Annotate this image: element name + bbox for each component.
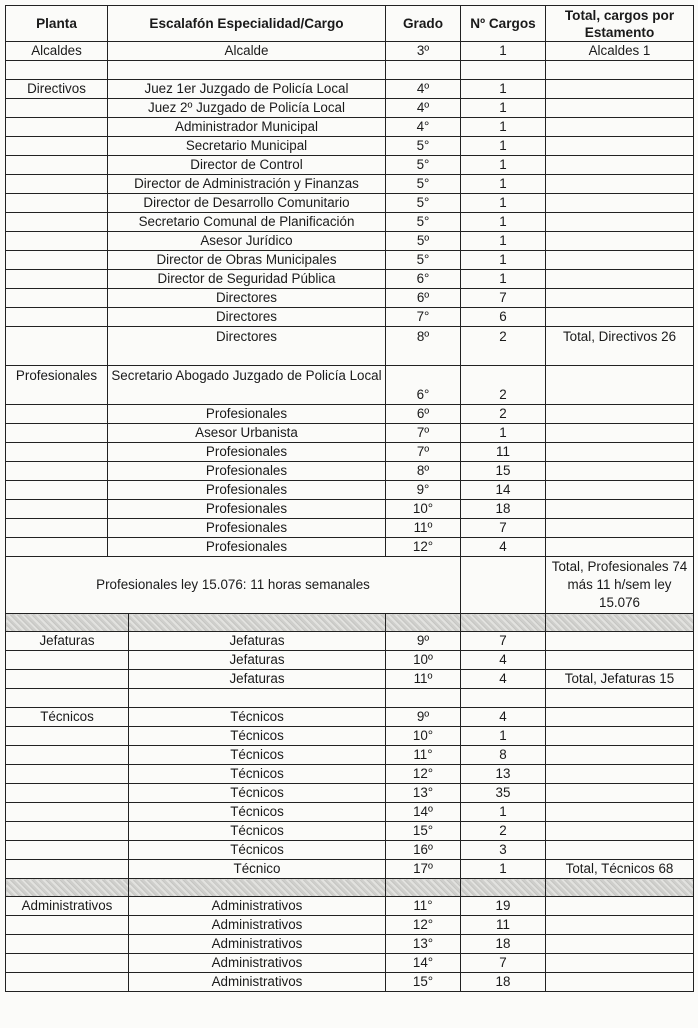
staffing-table-container (5, 5, 693, 992)
planta-cell (6, 784, 129, 803)
empty-cell (386, 61, 461, 80)
total-cell (546, 213, 694, 232)
n-cargos-cell (461, 557, 546, 614)
table-row (6, 841, 694, 860)
cargo-cell: Profesionales (108, 519, 386, 538)
n-cargos-cell: 1 (461, 727, 546, 746)
total-cell (546, 897, 694, 916)
n-cargos-cell: 3 (461, 841, 546, 860)
grado-cell: 5° (386, 137, 461, 156)
total-cell (546, 251, 694, 270)
header-planta: Planta (6, 6, 108, 42)
table-row (6, 519, 694, 538)
total-cell (546, 424, 694, 443)
planta-cell (6, 462, 108, 481)
n-cargos-cell: 4 (461, 670, 546, 689)
n-cargos-cell: 1 (461, 80, 546, 99)
total-cell (546, 289, 694, 308)
grado-cell: 7º (386, 424, 461, 443)
n-cargos-cell: 13 (461, 765, 546, 784)
planta-cell: Técnicos (6, 708, 129, 727)
planta-cell (6, 954, 129, 973)
table-row (6, 366, 694, 405)
total-cell (546, 538, 694, 557)
cargo-cell: Técnicos (129, 765, 386, 784)
planta-cell (6, 270, 108, 289)
n-cargos-cell: 1 (461, 860, 546, 879)
cargo-cell: Técnicos (129, 803, 386, 822)
cargo-cell: Director de Desarrollo Comunitario (108, 194, 386, 213)
planta-cell: Directivos (6, 80, 108, 99)
total-cell (546, 137, 694, 156)
table-row (6, 746, 694, 765)
cargo-cell: Alcalde (108, 42, 386, 61)
cargo-cell: Técnicos (129, 822, 386, 841)
cargo-cell: Técnicos (129, 784, 386, 803)
shaded-separator-row (6, 879, 694, 897)
grado-cell: 9º (386, 632, 461, 651)
total-cell (546, 973, 694, 992)
table-row (6, 916, 694, 935)
header-row (6, 6, 694, 42)
table-row (6, 500, 694, 519)
cargo-cell: Directores (108, 308, 386, 327)
grado-cell: 17º (386, 860, 461, 879)
table-row (6, 784, 694, 803)
total-cell (546, 784, 694, 803)
n-cargos-cell: 11 (461, 443, 546, 462)
grado-cell: 7° (386, 308, 461, 327)
total-cell (546, 632, 694, 651)
cargo-cell: Jefaturas (129, 632, 386, 651)
empty-cell (6, 61, 108, 80)
planta-cell: Profesionales (6, 366, 108, 405)
total-cell (546, 156, 694, 175)
cargo-cell: Profesionales (108, 462, 386, 481)
total-cell (546, 308, 694, 327)
cargo-cell: Director de Administración y Finanzas (108, 175, 386, 194)
n-cargos-cell: 1 (461, 232, 546, 251)
total-cell (546, 954, 694, 973)
header-grado: Grado (386, 6, 461, 42)
total-cell (546, 443, 694, 462)
n-cargos-cell: 1 (461, 194, 546, 213)
empty-cell (461, 689, 546, 708)
n-cargos-cell: 1 (461, 213, 546, 232)
total-cell: Total, Jefaturas 15 (546, 670, 694, 689)
total-cell (546, 99, 694, 118)
cargo-cell: Jefaturas (129, 651, 386, 670)
shaded-cell (546, 879, 694, 897)
shaded-cell (129, 879, 386, 897)
total-cell: Alcaldes 1 (546, 42, 694, 61)
planta-cell (6, 194, 108, 213)
cargo-cell: Administrativos (129, 897, 386, 916)
total-cell (546, 405, 694, 424)
n-cargos-cell: 4 (461, 708, 546, 727)
planta-cell (6, 405, 108, 424)
n-cargos-cell: 19 (461, 897, 546, 916)
n-cargos-cell: 18 (461, 973, 546, 992)
n-cargos-cell: 1 (461, 99, 546, 118)
planta-cell (6, 973, 129, 992)
table-row (6, 708, 694, 727)
planta-cell (6, 327, 108, 366)
planta-cell (6, 156, 108, 175)
total-cell (546, 651, 694, 670)
total-cell (546, 462, 694, 481)
cargo-cell: Asesor Jurídico (108, 232, 386, 251)
n-cargos-cell: 8 (461, 746, 546, 765)
table-row (6, 973, 694, 992)
total-cell (546, 500, 694, 519)
grado-cell: 3º (386, 42, 461, 61)
empty-cell (108, 61, 386, 80)
cargo-cell: Profesionales (108, 538, 386, 557)
grado-cell: 12° (386, 765, 461, 784)
grado-cell: 4° (386, 118, 461, 137)
planta-cell (6, 175, 108, 194)
planta-cell (6, 443, 108, 462)
n-cargos-cell: 2 (461, 327, 546, 366)
table-row (6, 803, 694, 822)
total-cell (546, 194, 694, 213)
planta-cell (6, 137, 108, 156)
grado-cell: 4º (386, 80, 461, 99)
n-cargos-cell: 7 (461, 289, 546, 308)
table-row (6, 670, 694, 689)
table-row (6, 327, 694, 366)
cargo-cell: Director de Obras Municipales (108, 251, 386, 270)
planta-cell (6, 935, 129, 954)
empty-cell (386, 689, 461, 708)
planta-cell: Alcaldes (6, 42, 108, 61)
n-cargos-cell: 11 (461, 916, 546, 935)
grado-cell: 9° (386, 481, 461, 500)
grado-cell: 6° (386, 366, 461, 405)
shaded-cell (6, 614, 129, 632)
grado-cell: 5° (386, 194, 461, 213)
table-row (6, 405, 694, 424)
table-row (6, 424, 694, 443)
n-cargos-cell: 7 (461, 519, 546, 538)
grado-cell: 5º (386, 232, 461, 251)
n-cargos-cell: 1 (461, 251, 546, 270)
grado-cell: 10º (386, 651, 461, 670)
cargo-cell: Directores (108, 289, 386, 308)
header-total: Total, cargos por Estamento (546, 6, 694, 42)
total-cell (546, 481, 694, 500)
empty-row (6, 689, 694, 708)
shaded-cell (129, 614, 386, 632)
cargo-cell: Administrativos (129, 973, 386, 992)
planta-cell (6, 500, 108, 519)
grado-cell: 10° (386, 727, 461, 746)
grado-cell: 15° (386, 822, 461, 841)
cargo-cell: Técnicos (129, 708, 386, 727)
table-row (6, 232, 694, 251)
table-row (6, 99, 694, 118)
empty-cell (546, 61, 694, 80)
table-row (6, 935, 694, 954)
total-cell: Total, Profesionales 74 más 11 h/sem ley 15.076 (546, 557, 694, 614)
cargo-cell: Técnicos (129, 727, 386, 746)
grado-cell: 12° (386, 916, 461, 935)
table-row (6, 251, 694, 270)
cargo-cell: Profesionales (108, 405, 386, 424)
empty-cell (546, 689, 694, 708)
grado-cell: 7º (386, 443, 461, 462)
grado-cell: 6° (386, 270, 461, 289)
grado-cell: 13° (386, 935, 461, 954)
table-row (6, 42, 694, 61)
cargo-cell: Juez 2º Juzgado de Policía Local (108, 99, 386, 118)
planta-cell (6, 118, 108, 137)
shaded-cell (386, 879, 461, 897)
grado-cell: 6º (386, 289, 461, 308)
empty-cell (129, 689, 386, 708)
table-row (6, 156, 694, 175)
total-cell (546, 765, 694, 784)
total-cell (546, 366, 694, 405)
n-cargos-cell: 1 (461, 42, 546, 61)
planta-cell (6, 916, 129, 935)
empty-cell (461, 61, 546, 80)
planta-cell (6, 841, 129, 860)
cargo-cell: Director de Seguridad Pública (108, 270, 386, 289)
table-row (6, 194, 694, 213)
grado-cell: 5° (386, 213, 461, 232)
planta-cell (6, 308, 108, 327)
table-row (6, 765, 694, 784)
n-cargos-cell: 4 (461, 538, 546, 557)
planta-cell (6, 289, 108, 308)
n-cargos-cell: 14 (461, 481, 546, 500)
shaded-cell (461, 614, 546, 632)
header-cargo: Escalafón Especialidad/Cargo (108, 6, 386, 42)
n-cargos-cell: 1 (461, 424, 546, 443)
planta-cell (6, 519, 108, 538)
cargo-cell: Jefaturas (129, 670, 386, 689)
n-cargos-cell: 15 (461, 462, 546, 481)
n-cargos-cell: 1 (461, 175, 546, 194)
n-cargos-cell: 7 (461, 954, 546, 973)
planta-cell (6, 727, 129, 746)
staffing-table-upper (5, 5, 694, 614)
n-cargos-cell: 2 (461, 366, 546, 405)
n-cargos-cell: 35 (461, 784, 546, 803)
grado-cell: 16º (386, 841, 461, 860)
total-cell (546, 270, 694, 289)
total-cell: Total, Directivos 26 (546, 327, 694, 366)
grado-cell: 8º (386, 462, 461, 481)
n-cargos-cell: 1 (461, 270, 546, 289)
cargo-cell: Directores (108, 327, 386, 366)
cargo-cell: Juez 1er Juzgado de Policía Local (108, 80, 386, 99)
grado-cell: 13° (386, 784, 461, 803)
cargo-cell: Administrativos (129, 916, 386, 935)
total-cell (546, 118, 694, 137)
table-row (6, 481, 694, 500)
total-cell (546, 80, 694, 99)
shaded-cell (461, 879, 546, 897)
shaded-cell (6, 879, 129, 897)
grado-cell: 5° (386, 175, 461, 194)
planta-cell (6, 803, 129, 822)
total-cell (546, 232, 694, 251)
planta-cell (6, 213, 108, 232)
grado-cell: 9º (386, 708, 461, 727)
table-row (6, 462, 694, 481)
empty-row (6, 61, 694, 80)
planta-cell (6, 251, 108, 270)
total-cell: Total, Técnicos 68 (546, 860, 694, 879)
table-row (6, 954, 694, 973)
cargo-cell: Secretario Abogado Juzgado de Policía Local (108, 366, 386, 405)
planta-cell (6, 99, 108, 118)
grado-cell: 14º (386, 803, 461, 822)
table-row (6, 632, 694, 651)
table-row (6, 443, 694, 462)
table-row (6, 118, 694, 137)
n-cargos-cell: 2 (461, 405, 546, 424)
planta-cell (6, 765, 129, 784)
cargo-cell: Administrativos (129, 935, 386, 954)
n-cargos-cell: 2 (461, 822, 546, 841)
cargo-cell: Secretario Municipal (108, 137, 386, 156)
grado-cell: 14° (386, 954, 461, 973)
planta-cell (6, 538, 108, 557)
n-cargos-cell: 1 (461, 118, 546, 137)
table-row (6, 137, 694, 156)
total-cell (546, 746, 694, 765)
n-cargos-cell: 1 (461, 137, 546, 156)
cargo-cell: Administrativos (129, 954, 386, 973)
planta-cell (6, 424, 108, 443)
cargo-cell: Técnicos (129, 841, 386, 860)
n-cargos-cell: 4 (461, 651, 546, 670)
total-cell (546, 803, 694, 822)
cargo-cell: Técnicos (129, 746, 386, 765)
planta-cell: Jefaturas (6, 632, 129, 651)
table-row (6, 308, 694, 327)
total-cell (546, 935, 694, 954)
grado-cell: 11º (386, 670, 461, 689)
shaded-cell (546, 614, 694, 632)
total-cell (546, 175, 694, 194)
table-row (6, 80, 694, 99)
n-cargos-cell: 7 (461, 632, 546, 651)
staffing-table-lower (5, 613, 694, 992)
n-cargos-cell: 6 (461, 308, 546, 327)
table-row (6, 289, 694, 308)
total-cell (546, 708, 694, 727)
total-cell (546, 519, 694, 538)
grado-cell: 4º (386, 99, 461, 118)
planta-cell (6, 651, 129, 670)
table-row (6, 538, 694, 557)
planta-cell (6, 232, 108, 251)
cargo-cell: Asesor Urbanista (108, 424, 386, 443)
total-cell (546, 916, 694, 935)
cargo-cell: Técnico (129, 860, 386, 879)
total-cell (546, 841, 694, 860)
grado-cell: 5° (386, 156, 461, 175)
n-cargos-cell: 18 (461, 935, 546, 954)
grado-cell: 8º (386, 327, 461, 366)
cargo-cell: Profesionales (108, 443, 386, 462)
grado-cell: 11º (386, 519, 461, 538)
table-row (6, 727, 694, 746)
grado-cell: 11° (386, 897, 461, 916)
planta-cell (6, 481, 108, 500)
ley-15076-row (6, 557, 694, 614)
table-row (6, 860, 694, 879)
shaded-cell (386, 614, 461, 632)
ley-label-cell: Profesionales ley 15.076: 11 horas semanales (6, 557, 461, 614)
planta-cell (6, 822, 129, 841)
planta-cell (6, 746, 129, 765)
table-row (6, 651, 694, 670)
table-row (6, 213, 694, 232)
table-row (6, 175, 694, 194)
table-row (6, 822, 694, 841)
grado-cell: 6º (386, 405, 461, 424)
cargo-cell: Profesionales (108, 500, 386, 519)
cargo-cell: Director de Control (108, 156, 386, 175)
cargo-cell: Profesionales (108, 481, 386, 500)
total-cell (546, 822, 694, 841)
grado-cell: 11° (386, 746, 461, 765)
n-cargos-cell: 18 (461, 500, 546, 519)
header-n-cargos: Nº Cargos (461, 6, 546, 42)
n-cargos-cell: 1 (461, 156, 546, 175)
grado-cell: 15° (386, 973, 461, 992)
planta-cell: Administrativos (6, 897, 129, 916)
total-cell (546, 727, 694, 746)
shaded-separator-row (6, 614, 694, 632)
grado-cell: 10° (386, 500, 461, 519)
planta-cell (6, 860, 129, 879)
cargo-cell: Secretario Comunal de Planificación (108, 213, 386, 232)
empty-cell (6, 689, 129, 708)
planta-cell (6, 670, 129, 689)
table-row (6, 897, 694, 916)
grado-cell: 12° (386, 538, 461, 557)
grado-cell: 5° (386, 251, 461, 270)
n-cargos-cell: 1 (461, 803, 546, 822)
cargo-cell: Administrador Municipal (108, 118, 386, 137)
table-row (6, 270, 694, 289)
